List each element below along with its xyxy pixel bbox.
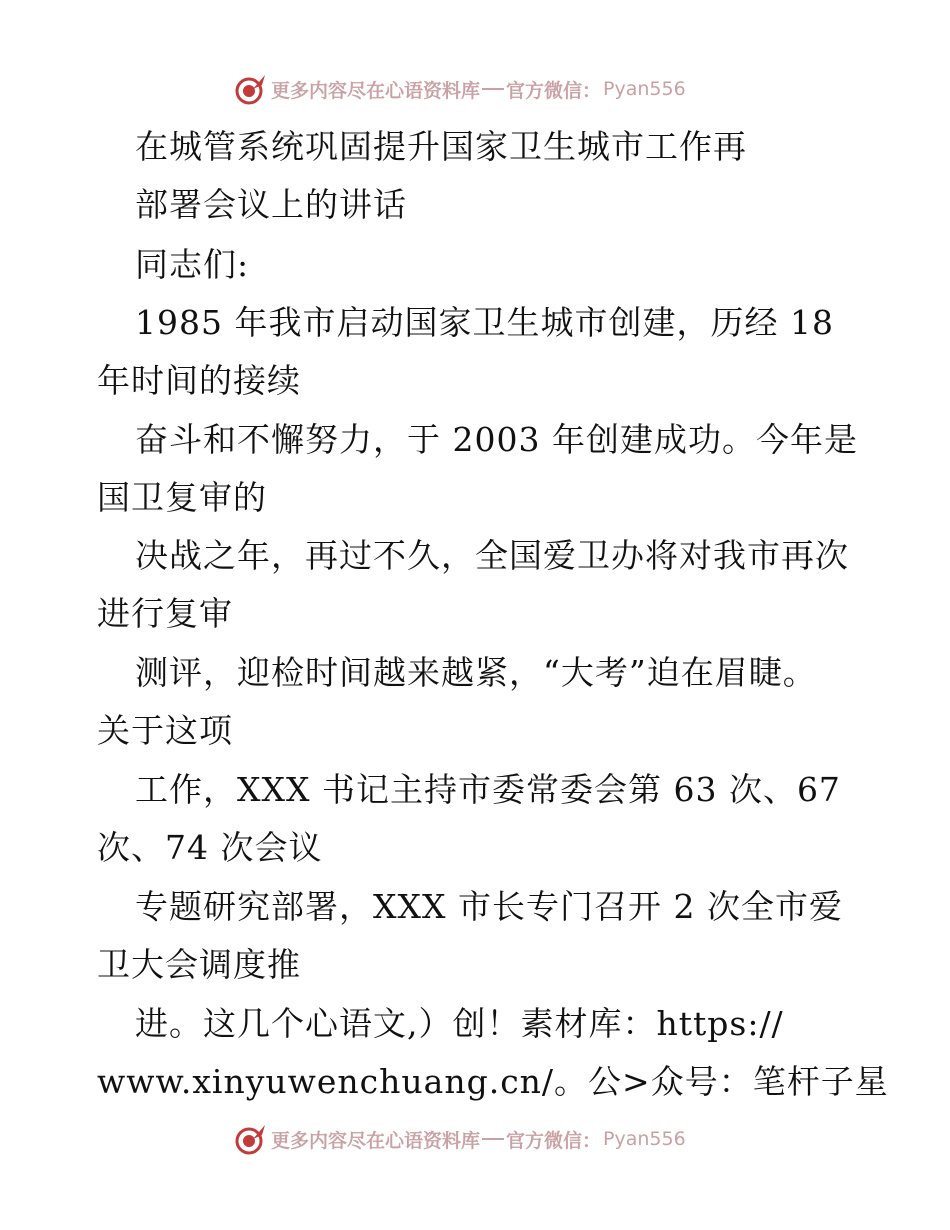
- banner-wechat-id: Pyan556: [603, 78, 686, 100]
- doc-line-12: 工作，XXX 书记主持市委常委会第 63 次、67: [135, 770, 841, 809]
- banner-dash: [482, 88, 504, 90]
- doc-line-17: www.xinyuwenchuang.cn/。公>众号：笔杆子星: [97, 1062, 889, 1101]
- banner-text: 更多内容尽在心语资料库: [271, 79, 481, 102]
- doc-line-3: 同志们:: [135, 245, 250, 284]
- doc-line-5: 年时间的接续: [97, 361, 301, 400]
- doc-line-14: 专题研究部署，XXX 市长专门召开 2 次全市爱: [135, 887, 843, 926]
- doc-line-7: 国卫复审的: [97, 478, 267, 517]
- doc-line-16: 进。这几个心语文,）创！素材库：https://: [135, 1004, 784, 1043]
- doc-line-9: 进行复审: [97, 594, 233, 633]
- header-watermark-banner: [235, 72, 686, 106]
- quill-pen-logo-icon: [235, 1123, 267, 1155]
- banner-dash: [482, 1138, 504, 1140]
- doc-line-8: 决战之年，再过不久，全国爱卫办将对我市再次: [135, 536, 849, 575]
- doc-line-6: 奋斗和不懈努力，于 2003 年创建成功。今年是: [135, 420, 858, 459]
- banner-wechat-id: Pyan556: [603, 1128, 686, 1150]
- doc-line-2: 部署会议上的讲话: [135, 185, 407, 224]
- doc-line-1: 在城管系统巩固提升国家卫生城市工作再: [135, 127, 747, 166]
- quill-pen-logo-icon: [235, 73, 267, 105]
- banner-wechat-label: 官方微信：: [506, 1129, 602, 1152]
- doc-line-10: 测评，迎检时间越来越紧，“大考”迫在眉睫。: [135, 653, 817, 692]
- banner-text: 更多内容尽在心语资料库: [271, 1129, 481, 1152]
- doc-line-15: 卫大会调度推: [97, 945, 301, 984]
- banner-wechat-label: 官方微信：: [506, 79, 602, 102]
- doc-line-13: 次、74 次会议: [97, 828, 323, 867]
- doc-line-11: 关于这项: [97, 711, 233, 750]
- footer-watermark-banner: [235, 1122, 686, 1156]
- doc-line-4: 1985 年我市启动国家卫生城市创建，历经 18: [135, 303, 834, 342]
